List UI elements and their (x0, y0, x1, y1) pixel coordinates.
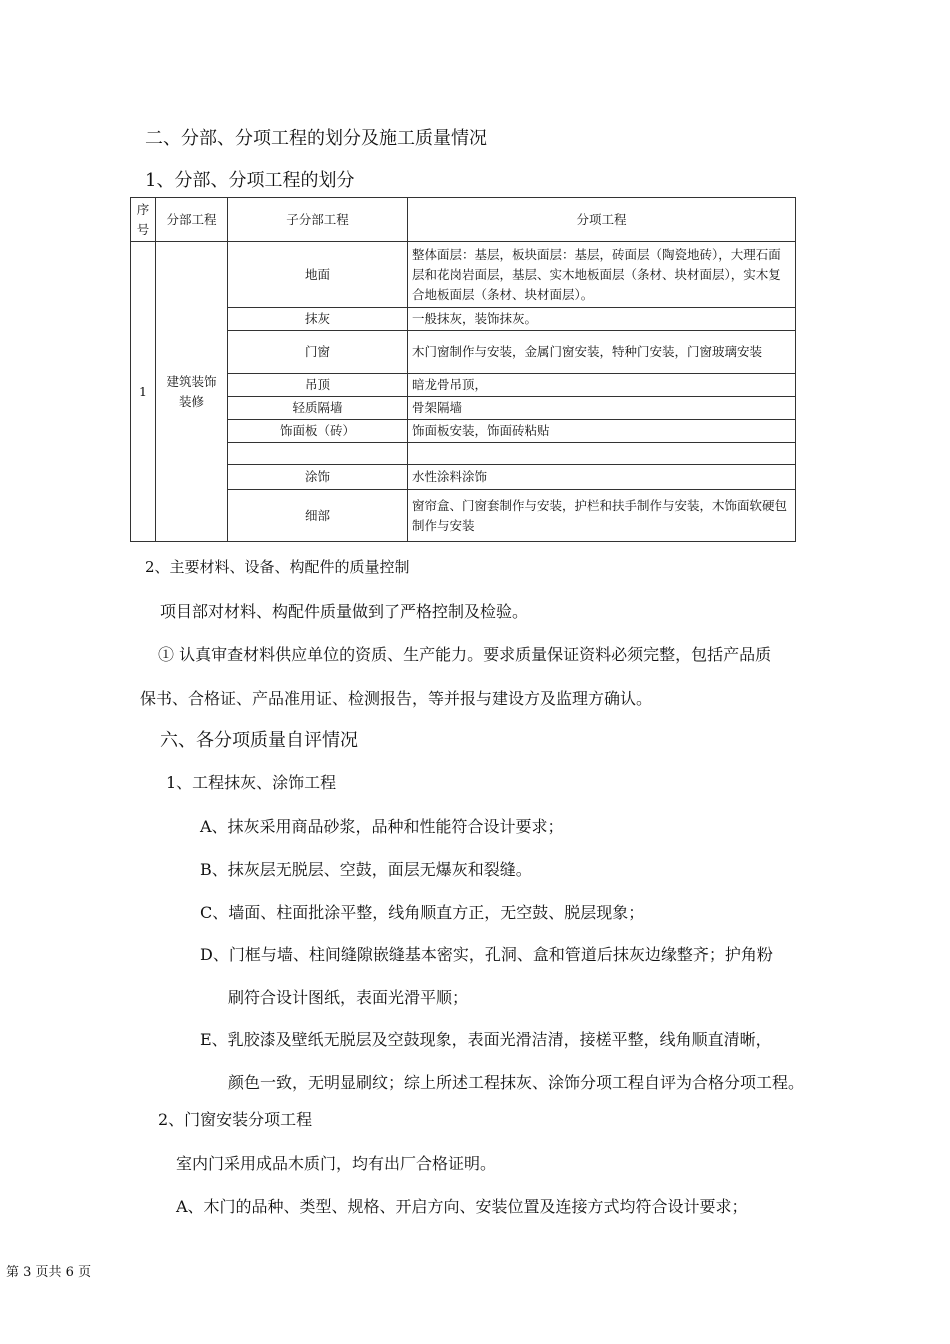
cell-seq: 1 (131, 242, 156, 542)
cell-items: 木门窗制作与安装，金属门窗安装，特种门安装，门窗玻璃安装 (408, 331, 796, 374)
subsection-heading-2: 2、主要材料、设备、构配件的质量控制 (145, 558, 410, 576)
paragraph-doors: 室内门采用成品木质门，均有出厂合格证明。 (176, 1154, 497, 1173)
table-row (131, 420, 796, 443)
page-footer: 第 3 页共 6 页 (6, 1265, 92, 1280)
item-a2: A、木门的品种、类型、规格、开启方向、安装位置及连接方式均符合设计要求； (176, 1197, 748, 1216)
cell-items: 暗龙骨吊顶， (408, 374, 796, 397)
table-row (131, 374, 796, 397)
table-row (131, 490, 796, 542)
cell-division: 建筑装饰装修 (156, 242, 228, 542)
paragraph-item1-line1: ① 认真审查材料供应单位的资质、生产能力。要求质量保证资料必须完整，包括产品质 (158, 645, 772, 664)
table-row (131, 308, 796, 331)
section-heading-2: 二、分部、分项工程的划分及施工质量情况 (145, 128, 487, 149)
table-row (131, 443, 796, 465)
paragraph-item1-line2: 保书、合格证、产品准用证、检测报告，等并报与建设方及监理方确认。 (140, 689, 653, 708)
item-e-line2: 颜色一致，无明显刷纹；综上所述工程抹灰、涂饰分项工程自评为合格分项工程。 (228, 1073, 805, 1092)
cell-items: 一般抹灰，装饰抹灰。 (408, 308, 796, 331)
cell-sub: 地面 (228, 242, 408, 308)
cell-sub: 细部 (228, 490, 408, 542)
item-d-line2: 刷符合设计图纸，表面光滑平顺； (228, 988, 469, 1007)
table-header-row (131, 198, 796, 242)
item-a: A、抹灰采用商品砂浆，品种和性能符合设计要求； (200, 817, 564, 836)
cell-sub: 门窗 (228, 331, 408, 374)
table-row (131, 465, 796, 490)
section-heading-6: 六、各分项质量自评情况 (160, 730, 358, 751)
subsection-title-1: 1、工程抹灰、涂饰工程 (166, 773, 337, 792)
cell-items: 整体面层：基层，板块面层：基层，砖面层（陶瓷地砖），大理石面层和花岗岩面层，基层、实木地板面层（条材、块材面层），实木复合地板面层（条材、块材面层）。 (408, 242, 796, 308)
cell-sub: 饰面板（砖） (228, 420, 408, 443)
cell-items: 饰面板安装，饰面砖粘贴 (408, 420, 796, 443)
division-table (130, 197, 796, 542)
cell-sub: 涂饰 (228, 465, 408, 490)
cell-sub: 抹灰 (228, 308, 408, 331)
item-b: B、抹灰层无脱层、空鼓，面层无爆灰和裂缝。 (200, 860, 532, 879)
header-subdivision: 子分部工程 (228, 198, 408, 242)
cell-items: 水性涂料涂饰 (408, 465, 796, 490)
subsection-title-2: 2、门窗安装分项工程 (158, 1110, 313, 1129)
cell-sub: 轻质隔墙 (228, 397, 408, 420)
cell-sub (228, 443, 408, 465)
cell-items: 窗帘盒、门窗套制作与安装，护栏和扶手制作与安装，木饰面软硬包制作与安装 (408, 490, 796, 542)
item-e-line1: E、乳胶漆及壁纸无脱层及空鼓现象，表面光滑洁清，接槎平整，线角顺直清晰， (200, 1030, 772, 1049)
table-row (131, 397, 796, 420)
cell-items: 骨架隔墙 (408, 397, 796, 420)
header-seq: 序号 (131, 198, 156, 242)
header-division: 分部工程 (156, 198, 228, 242)
paragraph-control: 项目部对材料、构配件质量做到了严格控制及检验。 (160, 602, 529, 621)
table-row (131, 331, 796, 374)
subsection-heading-1: 1、分部、分项工程的划分 (145, 170, 355, 191)
header-items: 分项工程 (408, 198, 796, 242)
table-row (131, 242, 796, 308)
cell-items (408, 443, 796, 465)
item-c: C、墙面、柱面批涂平整，线角顺直方正，无空鼓、脱层现象； (200, 903, 645, 922)
cell-sub: 吊顶 (228, 374, 408, 397)
item-d-line1: D、门框与墙、柱间缝隙嵌缝基本密实，孔洞、盒和管道后抹灰边缘整齐；护角粉 (200, 945, 773, 964)
